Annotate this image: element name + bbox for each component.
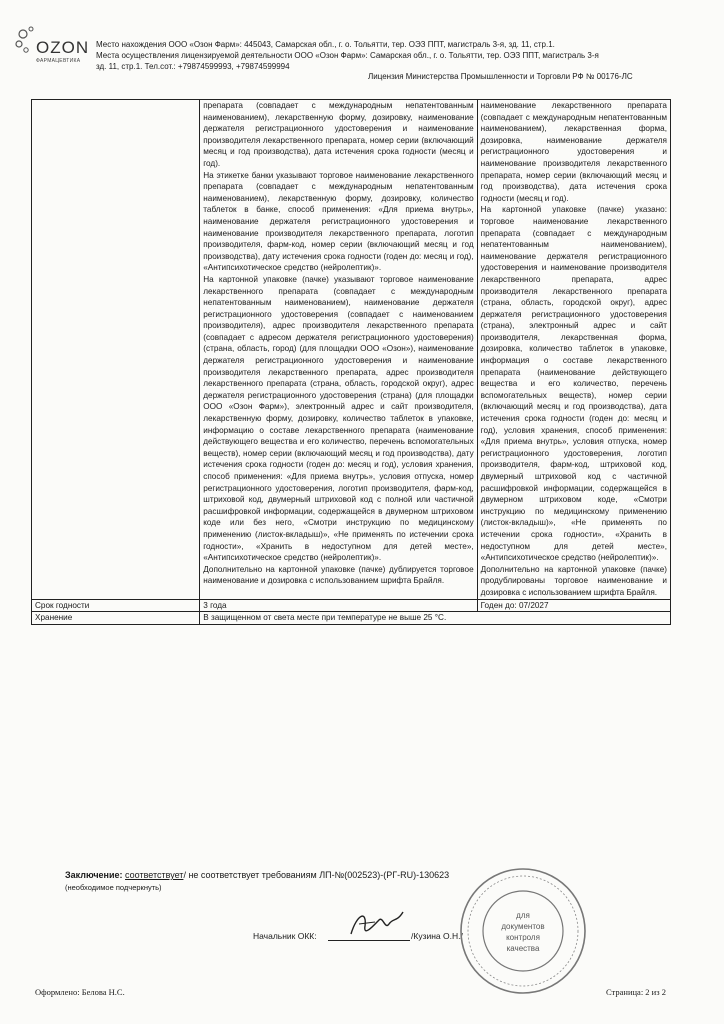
conclusion-note: (необходимое подчеркнуть) [65, 883, 162, 892]
signature-label: Начальник ОКК: [253, 931, 317, 941]
logo-subtitle: ФАРМАЦЕВТИКА [36, 58, 81, 64]
round-stamp-icon [458, 866, 588, 996]
conclusion-label: Заключение: [65, 870, 123, 880]
company-logo [14, 20, 94, 70]
actual-paragraph: наименование лекарственного препарата (совпадает с международным непатентованным наименованием), лекарственная форма, дозировка, наименование держателя регистрационного удостоверения и наименование производителя лекарственного препарата, номер серии (включающий месяц и год производства), дата истечения срока годности (месяц и год). [480, 101, 667, 203]
company-header [96, 39, 656, 72]
header-line-2: Места осуществления лицензируемой деятельности ООО «Озон Фарм»: Самарская обл., г. о. Тольятти, тер. ОЭЗ ППТ, магистраль 3-я [96, 51, 599, 60]
actual-paragraph: На картонной упаковке (пачке) указано: торговое наименование лекарственного препарата (совпадает с международным непатентованным наименованием), наименование держателя регистрационного удостоверения и наименование производителя лекарственного препарата, адрес производителя лекарственного препарата (страна, область, городской округ), адрес держателя регистрационного удостоверения (страна), электронный адрес и сайт производителя, лекарственная форма, дозировка, количество таблеток в упаковке, информация о составе лекарственного препарата (наименование действующего вещества и его количество, перечень вспомогательных веществ), номер серии (включающий месяц и год производства), дата истечения срока годности (годен до: месяц и год), условия хранения, способ применения: «Для приема внутрь», условия отпуска, номер регистрационного удостоверения, логотип производителя, фарм-код, штриховой код, двумерный штриховой код с частичной расшифровкой информации, содержащейся в двумерном штриховом коде, «Смотри инструкцию по медицинскому применению (листок-вкладыш)», «Не применять по истечении срока годности», «Хранить в недоступном для детей месте», «Антипсихотическое средство (нейролептик)». [480, 205, 667, 563]
conclusion [65, 870, 449, 880]
spec-paragraph: Дополнительно на картонной упаковке (пачке) дублируется торговое наименование и дозировка с использованием шрифта Брайля. [203, 564, 474, 586]
license-line: Лицензия Министерства Промышленности и Торговли РФ № 00176-ЛС [368, 72, 633, 81]
logo-text: OZON [36, 38, 90, 57]
table-cell-actual [477, 100, 670, 600]
header-line-1: Место нахождения ООО «Озон Фарм»: 445043, Самарская обл., г. о. Тольятти, тер. ОЭЗ ППТ, магистраль 3-я, зд. 11, стр.1. [96, 40, 555, 49]
spec-paragraph: препарата (совпадает с международным непатентованным наименованием), лекарственную форму, дозировку, наименование держателя регистрационного удостоверения и наименование производителя лекарственного препарата, номер серии (включающий месяц и год производства), дата истечения срока годности (месяц и год). [203, 101, 474, 168]
issued-by: Оформлено: Белова Н.С. [35, 987, 125, 997]
handwritten-signature-icon [345, 904, 405, 944]
conclusion-selected: соответствует [125, 870, 184, 880]
storage-label: Хранение [32, 612, 200, 625]
shelf-life-spec: 3 года [200, 599, 477, 612]
table-row [32, 599, 671, 612]
shelf-life-label: Срок годности [32, 599, 200, 612]
stamp-text-2: документов [501, 922, 545, 931]
actual-paragraph: Дополнительно на картонной упаковке (пачке) продублированы торговое наименование и дозировка с использованием шрифта Брайля. [480, 564, 667, 597]
stamp-text-4: качества [506, 944, 540, 953]
spec-paragraph: На этикетке банки указывают торговое наименование лекарственного препарата (совпадает с международным непатентованным наименованием), лекарственную форму, дозировку, количество таблеток в банке, способ применения: «Для приема внутрь», наименование держателя регистрационного удостоверения и наименование производителя лекарственного препарата, логотип производителя, фарм-код, номер серии (включающий месяц и год производства), дату истечения срока годности (годен до: месяц и год), «Антипсихотическое средство (нейролептик)». [203, 170, 474, 273]
storage-value: В защищенном от света месте при температуре не выше 25 °С. [200, 612, 671, 625]
page-number: Страница: 2 из 2 [606, 987, 666, 997]
specification-table [31, 99, 671, 625]
table-cell-empty [32, 100, 200, 600]
stamp-text-1: для [516, 911, 530, 920]
header-line-3: зд. 11, стр.1. Тел.сот.: +79874599993, +79874599994 [96, 62, 290, 71]
signature-name: /Кузина О.Н./ [411, 931, 463, 941]
conclusion-rest: / не соответствует требованиям ЛП-№(002523)-(РГ-RU)-130623 [183, 870, 450, 880]
table-row [32, 100, 671, 600]
stamp-text-3: контроля [506, 933, 540, 942]
shelf-life-actual: Годен до: 07/2027 [477, 599, 670, 612]
table-row [32, 612, 671, 625]
table-cell-spec [200, 100, 477, 600]
spec-paragraph: На картонной упаковке (пачке) указывают торговое наименование лекарственного препарата (совпадает с международным непатентованным наименованием), наименование держателя регистрационного удостоверения (совпадает с наименованием производителя), адрес производителя лекарственного препарата (совпадает с адресом держателя регистрационного удостоверения) (страна, область, город) (для площадки ООО «Озон»), наименование держателя регистрационного удостоверения и наименование производителя лекарственного препарата, адрес производителя лекарственного препарата (страна, область, городской округ), адрес держателя регистрационного удостоверения (страна) (для площадки ООО «Озон Фарм»), электронный адрес и сайт производителя, лекарственную форму, дозировку, количество таблеток в упаковке, информацию о составе лекарственного препарата (наименование действующего вещества и его количество, перечень вспомогательных веществ), номер серии (включающий месяц и год производства), дату истечения срока годности (годен до: месяц и год), условия хранения, способ применения: «Для приема внутрь», условия отпуска, номер регистрационного удостоверения, логотип производителя, фарм-код, штриховой код, двумерный штриховой код с полной или частичной расшифровкой информации, содержащейся в двумерном штриховом коде или без него, «Смотри инструкцию по медицинскому применению (листок-вкладыш)», «Не применять по истечении срока годности», «Хранить в недоступном для детей месте», «Антипсихотическое средство (нейролептик)». [203, 274, 474, 563]
